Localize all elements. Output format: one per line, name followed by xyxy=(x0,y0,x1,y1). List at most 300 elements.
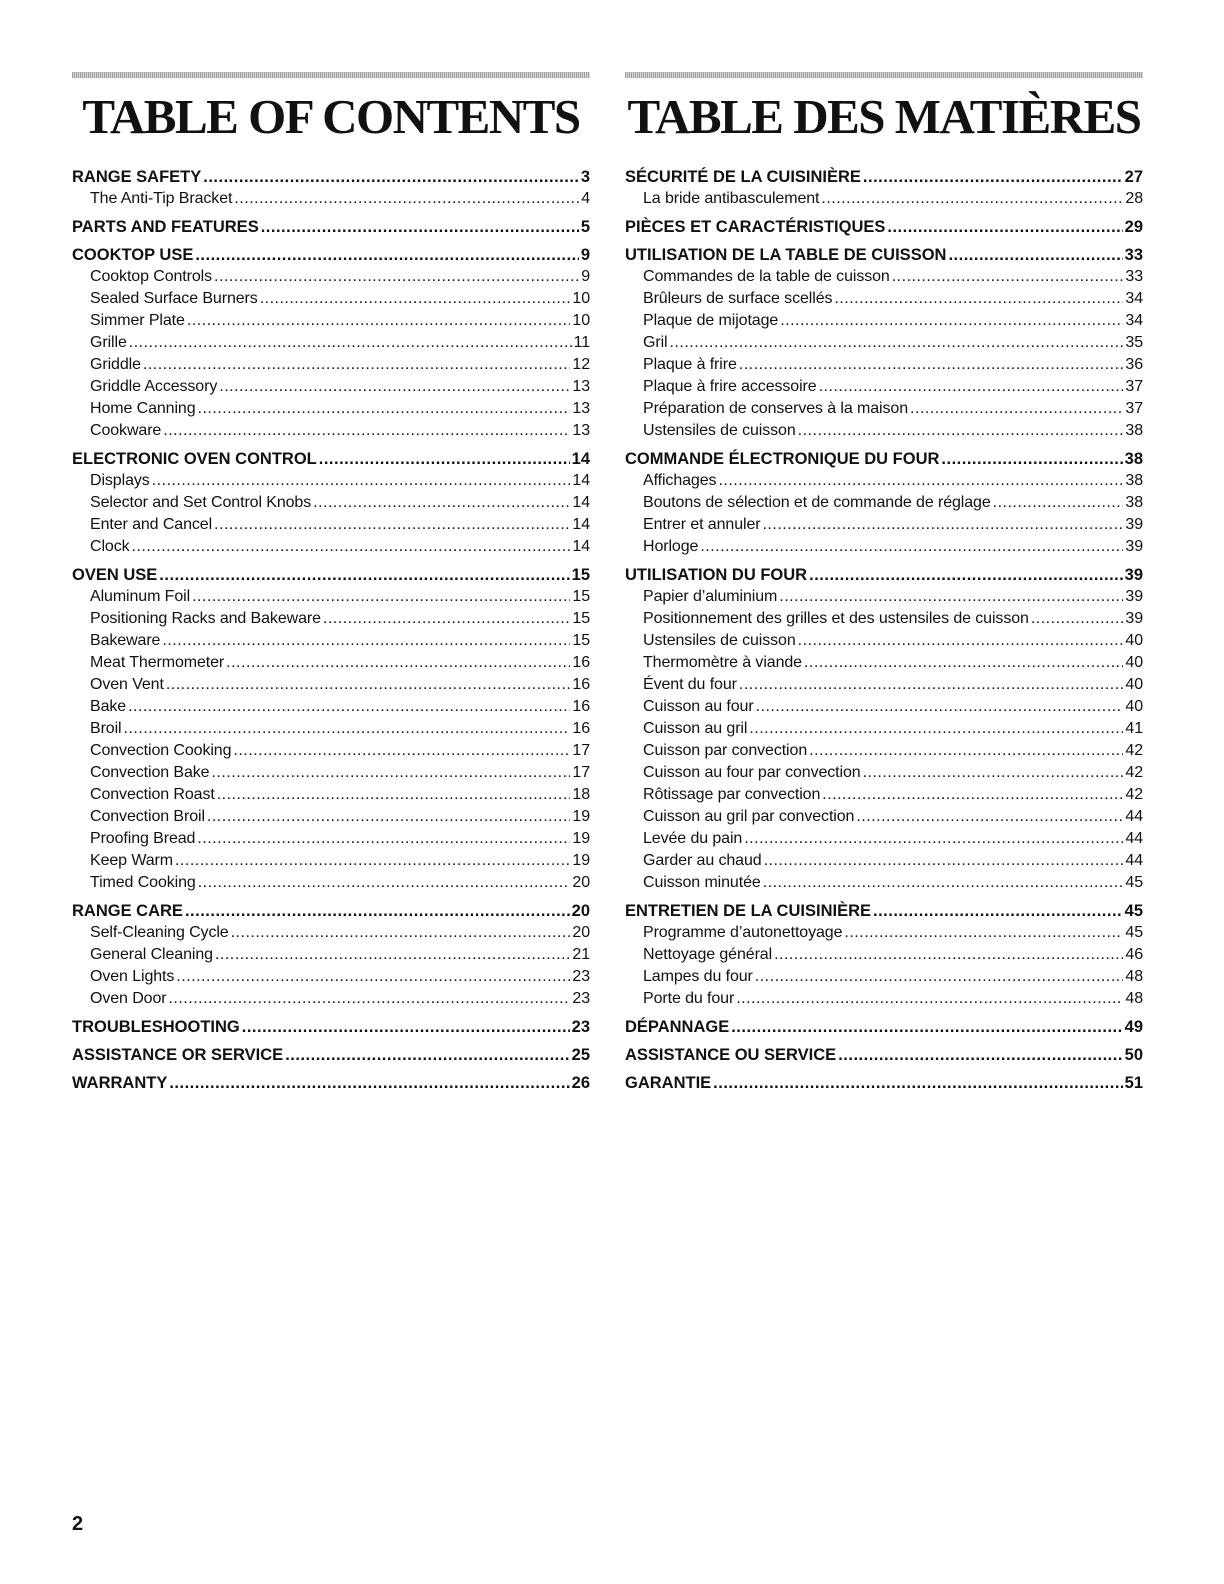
toc-entry-title: ENTRETIEN DE LA CUISINIÈRE xyxy=(625,902,871,920)
toc-subsection-entry[interactable] xyxy=(72,784,590,806)
dot-leader xyxy=(214,514,570,536)
dot-leader xyxy=(863,762,1124,784)
dot-leader xyxy=(219,376,570,398)
toc-subsection-entry[interactable] xyxy=(625,806,1143,828)
toc-subsection-entry[interactable] xyxy=(625,266,1143,288)
toc-entry-page: 44 xyxy=(1125,852,1143,869)
toc-entry-title: Simmer Plate xyxy=(90,312,185,329)
dot-leader xyxy=(242,1016,570,1038)
toc-subsection-entry[interactable] xyxy=(625,470,1143,492)
toc-entry-title: Cuisson au four xyxy=(643,698,754,715)
dot-leader xyxy=(892,266,1124,288)
toc-entry-title: Plaque de mijotage xyxy=(643,312,779,329)
toc-entry-title: Programme d’autonettoyage xyxy=(643,924,843,941)
dot-leader xyxy=(163,420,570,442)
toc-subsection-entry[interactable] xyxy=(72,740,590,762)
toc-entry-page: 16 xyxy=(572,654,590,671)
toc-entry-title: PARTS AND FEATURES xyxy=(72,218,259,236)
dot-leader xyxy=(700,536,1123,558)
toc-list xyxy=(625,166,1143,1094)
toc-subsection-entry[interactable] xyxy=(72,872,590,894)
toc-entry-page: 13 xyxy=(572,422,590,439)
toc-section-entry[interactable] xyxy=(72,1016,590,1038)
dot-leader xyxy=(993,492,1124,514)
toc-section-entry[interactable] xyxy=(625,1044,1143,1066)
toc-section-entry[interactable] xyxy=(72,1072,590,1094)
toc-entry-page: 23 xyxy=(571,1018,590,1036)
toc-subsection-entry[interactable] xyxy=(72,514,590,536)
top-rule xyxy=(72,72,590,78)
toc-entry-title: Entrer et annuler xyxy=(643,516,761,533)
toc-entry-page: 39 xyxy=(1125,610,1143,627)
toc-entry-page: 14 xyxy=(572,494,590,511)
toc-subsection-entry[interactable] xyxy=(625,828,1143,850)
dot-leader xyxy=(809,564,1123,586)
dot-leader xyxy=(185,900,570,922)
toc-entry-title: Self-Cleaning Cycle xyxy=(90,924,229,941)
toc-subsection-entry[interactable] xyxy=(72,420,590,442)
dot-leader xyxy=(764,850,1124,872)
toc-subsection-entry[interactable] xyxy=(72,652,590,674)
toc-entry-title: COOKTOP USE xyxy=(72,246,194,264)
toc-entry-page: 14 xyxy=(571,450,590,468)
toc-entry-page: 10 xyxy=(572,312,590,329)
toc-entry-page: 37 xyxy=(1125,378,1143,395)
toc-section-entry[interactable] xyxy=(625,564,1143,586)
toc-entry-title: Ustensiles de cuisson xyxy=(643,422,796,439)
dot-leader xyxy=(736,988,1123,1010)
dot-leader xyxy=(231,922,571,944)
dot-leader xyxy=(128,696,570,718)
dot-leader xyxy=(856,806,1123,828)
dot-leader xyxy=(169,1072,569,1094)
toc-subsection-entry[interactable] xyxy=(72,310,590,332)
page-number: 2 xyxy=(72,1513,84,1535)
toc-entry-page: 14 xyxy=(572,516,590,533)
dot-leader xyxy=(198,398,571,420)
toc-subsection-entry[interactable] xyxy=(72,922,590,944)
toc-entry-page: 3 xyxy=(580,168,590,186)
toc-section-entry[interactable] xyxy=(72,564,590,586)
toc-entry-title: Cuisson par convection xyxy=(643,742,808,759)
toc-entry-page: 25 xyxy=(571,1046,590,1064)
toc-entry-title: Brûleurs de surface scellés xyxy=(643,290,833,307)
dot-leader xyxy=(285,1044,569,1066)
toc-entry-title: Proofing Bread xyxy=(90,830,196,847)
toc-entry-title: UTILISATION DU FOUR xyxy=(625,566,808,584)
toc-entry-title: Thermomètre à viande xyxy=(643,654,802,671)
dot-leader xyxy=(159,564,569,586)
toc-entry-page: 19 xyxy=(572,830,590,847)
toc-subsection-entry[interactable] xyxy=(625,696,1143,718)
dot-leader xyxy=(718,470,1123,492)
dot-leader xyxy=(887,216,1122,238)
dot-leader xyxy=(780,310,1123,332)
toc-subsection-entry[interactable] xyxy=(72,332,590,354)
dot-leader xyxy=(168,988,570,1010)
toc-subsection-entry[interactable] xyxy=(625,674,1143,696)
toc-entry-title: Timed Cooking xyxy=(90,874,196,891)
dot-leader xyxy=(774,944,1123,966)
toc-entry-page: 40 xyxy=(1125,632,1143,649)
toc-entry-page: 40 xyxy=(1125,654,1143,671)
toc-entry-page: 16 xyxy=(572,698,590,715)
dot-leader xyxy=(798,420,1124,442)
dot-leader xyxy=(821,188,1123,210)
toc-entry-page: 9 xyxy=(580,246,590,264)
toc-entry-page: 18 xyxy=(572,786,590,803)
toc-subsection-entry[interactable] xyxy=(625,188,1143,210)
toc-entry-page: 46 xyxy=(1125,946,1143,963)
toc-entry-title: WARRANTY xyxy=(72,1074,168,1092)
dot-leader xyxy=(198,872,571,894)
toc-subsection-entry[interactable] xyxy=(625,922,1143,944)
dot-leader xyxy=(203,166,579,188)
dot-leader xyxy=(873,900,1123,922)
dot-leader xyxy=(162,630,570,652)
toc-entry-page: 12 xyxy=(572,356,590,373)
page-title: TABLE DES MATIÈRES xyxy=(627,89,1141,144)
toc-subsection-entry[interactable] xyxy=(625,630,1143,652)
toc-entry-page: 34 xyxy=(1125,312,1143,329)
dot-leader xyxy=(319,448,570,470)
toc-section-entry[interactable] xyxy=(625,244,1143,266)
dot-leader xyxy=(941,448,1122,470)
toc-subsection-entry[interactable] xyxy=(625,332,1143,354)
toc-subsection-entry[interactable] xyxy=(72,492,590,514)
toc-entry-title: Porte du four xyxy=(643,990,735,1007)
toc-section-entry[interactable] xyxy=(625,1072,1143,1094)
toc-entry-title: Convection Roast xyxy=(90,786,215,803)
dot-leader xyxy=(313,492,570,514)
toc-entry-page: 44 xyxy=(1125,830,1143,847)
dot-leader xyxy=(713,1072,1122,1094)
dot-leader xyxy=(214,266,579,288)
toc-entry-title: RANGE SAFETY xyxy=(72,168,202,186)
dot-leader xyxy=(739,674,1124,696)
toc-entry-title: Convection Bake xyxy=(90,764,210,781)
toc-entry-page: 28 xyxy=(1125,190,1143,207)
toc-entry-title: Home Canning xyxy=(90,400,196,417)
toc-subsection-entry[interactable] xyxy=(72,608,590,630)
toc-entry-title: Commandes de la table de cuisson xyxy=(643,268,890,285)
dot-leader xyxy=(755,966,1124,988)
toc-subsection-entry[interactable] xyxy=(72,696,590,718)
toc-entry-page: 45 xyxy=(1125,874,1143,891)
dot-leader xyxy=(226,652,570,674)
toc-entry-title: Horloge xyxy=(643,538,699,555)
toc-subsection-entry[interactable] xyxy=(72,828,590,850)
toc-entry-page: 23 xyxy=(572,968,590,985)
toc-entry-title: Plaque à frire xyxy=(643,356,737,373)
toc-entry-title: Papier d’aluminium xyxy=(643,588,778,605)
toc-entry-title: Garder au chaud xyxy=(643,852,762,869)
toc-entry-page: 20 xyxy=(572,924,590,941)
toc-subsection-entry[interactable] xyxy=(625,420,1143,442)
toc-entry-page: 15 xyxy=(572,610,590,627)
dot-leader xyxy=(749,718,1123,740)
toc-entry-page: 41 xyxy=(1125,720,1143,737)
toc-subsection-entry[interactable] xyxy=(72,850,590,872)
toc-entry-page: 44 xyxy=(1125,808,1143,825)
toc-entry-title: Cooktop Controls xyxy=(90,268,213,285)
toc-section-entry[interactable] xyxy=(625,900,1143,922)
dot-leader xyxy=(261,216,579,238)
toc-entry-page: 9 xyxy=(581,268,590,285)
toc-entry-title: Cuisson au gril par convection xyxy=(643,808,855,825)
toc-entry-page: 14 xyxy=(572,472,590,489)
toc-entry-title: COMMANDE ÉLECTRONIQUE DU FOUR xyxy=(625,450,940,468)
dot-leader xyxy=(217,784,571,806)
toc-entry-page: 33 xyxy=(1125,268,1143,285)
toc-entry-title: La bride antibasculement xyxy=(643,190,820,207)
dot-leader xyxy=(744,828,1123,850)
dot-leader xyxy=(129,332,572,354)
dot-leader xyxy=(197,828,570,850)
toc-entry-page: 27 xyxy=(1124,168,1143,186)
toc-entry-title: TROUBLESHOOTING xyxy=(72,1018,240,1036)
toc-subsection-entry[interactable] xyxy=(72,536,590,558)
toc-entry-title: Enter and Cancel xyxy=(90,516,213,533)
top-rule xyxy=(625,72,1143,78)
toc-subsection-entry[interactable] xyxy=(72,398,590,420)
dot-leader xyxy=(739,354,1124,376)
dot-leader xyxy=(195,244,578,266)
toc-section-entry[interactable] xyxy=(72,900,590,922)
dot-leader xyxy=(233,740,570,762)
toc-subsection-entry[interactable] xyxy=(625,608,1143,630)
toc-subsection-entry[interactable] xyxy=(72,470,590,492)
toc-entry-page: 4 xyxy=(581,190,590,207)
dot-leader xyxy=(804,652,1123,674)
toc-entry-page: 34 xyxy=(1125,290,1143,307)
toc-entry-title: GARANTIE xyxy=(625,1074,712,1092)
toc-entry-page: 13 xyxy=(572,400,590,417)
toc-entry-page: 15 xyxy=(571,566,590,584)
toc-subsection-entry[interactable] xyxy=(625,872,1143,894)
dot-leader xyxy=(838,1044,1122,1066)
toc-section-entry[interactable] xyxy=(72,448,590,470)
dot-leader xyxy=(669,332,1123,354)
dot-leader xyxy=(819,376,1124,398)
toc-entry-title: Gril xyxy=(643,334,668,351)
toc-entry-page: 39 xyxy=(1125,588,1143,605)
toc-entry-title: Sealed Surface Burners xyxy=(90,290,258,307)
toc-entry-title: Bake xyxy=(90,698,127,715)
toc-subsection-entry[interactable] xyxy=(625,966,1143,988)
toc-subsection-entry[interactable] xyxy=(72,586,590,608)
toc-subsection-entry[interactable] xyxy=(625,988,1143,1010)
toc-subsection-entry[interactable] xyxy=(72,762,590,784)
toc-entry-title: DÉPANNAGE xyxy=(625,1018,730,1036)
toc-section-entry[interactable] xyxy=(72,244,590,266)
toc-entry-title: Griddle Accessory xyxy=(90,378,218,395)
toc-entry-title: Aluminum Foil xyxy=(90,588,191,605)
toc-entry-page: 17 xyxy=(572,764,590,781)
dot-leader xyxy=(187,310,571,332)
toc-entry-page: 16 xyxy=(572,676,590,693)
toc-subsection-entry[interactable] xyxy=(72,266,590,288)
dot-leader xyxy=(143,354,571,376)
dot-leader xyxy=(910,398,1123,420)
toc-entry-page: 45 xyxy=(1125,924,1143,941)
toc-section-entry[interactable] xyxy=(625,448,1143,470)
toc-entry-page: 23 xyxy=(572,990,590,1007)
toc-subsection-entry[interactable] xyxy=(625,398,1143,420)
toc-subsection-entry[interactable] xyxy=(72,376,590,398)
toc-entry-title: Griddle xyxy=(90,356,141,373)
toc-entry-title: Bakeware xyxy=(90,632,161,649)
toc-entry-title: Grille xyxy=(90,334,127,351)
dot-leader xyxy=(215,944,570,966)
toc-entry-title: The Anti-Tip Bracket xyxy=(90,190,233,207)
dot-leader xyxy=(234,188,579,210)
toc-subsection-entry[interactable] xyxy=(625,288,1143,310)
toc-subsection-entry[interactable] xyxy=(625,850,1143,872)
toc-entry-title: Meat Thermometer xyxy=(90,654,225,671)
dot-leader xyxy=(175,850,570,872)
toc-entry-title: Oven Vent xyxy=(90,676,164,693)
dot-leader xyxy=(779,586,1123,608)
toc-entry-title: Broil xyxy=(90,720,122,737)
toc-entry-page: 20 xyxy=(572,874,590,891)
toc-entry-page: 39 xyxy=(1124,566,1143,584)
toc-entry-page: 35 xyxy=(1125,334,1143,351)
toc-entry-page: 48 xyxy=(1125,968,1143,985)
toc-section-entry[interactable] xyxy=(625,1016,1143,1038)
dot-leader xyxy=(124,718,571,740)
dot-leader xyxy=(798,630,1124,652)
toc-entry-page: 42 xyxy=(1125,786,1143,803)
toc-entry-page: 42 xyxy=(1125,764,1143,781)
toc-entry-page: 36 xyxy=(1125,356,1143,373)
toc-entry-title: Nettoyage général xyxy=(643,946,773,963)
toc-entry-page: 29 xyxy=(1124,218,1143,236)
toc-subsection-entry[interactable] xyxy=(72,288,590,310)
toc-subsection-entry[interactable] xyxy=(72,674,590,696)
toc-entry-title: UTILISATION DE LA TABLE DE CUISSON xyxy=(625,246,947,264)
toc-entry-title: ASSISTANCE OR SERVICE xyxy=(72,1046,284,1064)
toc-entry-title: Cuisson minutée xyxy=(643,874,761,891)
toc-subsection-entry[interactable] xyxy=(625,354,1143,376)
toc-entry-page: 38 xyxy=(1125,472,1143,489)
toc-subsection-entry[interactable] xyxy=(625,492,1143,514)
toc-subsection-entry[interactable] xyxy=(625,536,1143,558)
toc-subsection-entry[interactable] xyxy=(72,944,590,966)
toc-subsection-entry[interactable] xyxy=(625,310,1143,332)
toc-entry-page: 38 xyxy=(1125,422,1143,439)
toc-entry-page: 11 xyxy=(573,334,590,351)
toc-subsection-entry[interactable] xyxy=(625,586,1143,608)
dot-leader xyxy=(323,608,570,630)
toc-section-entry[interactable] xyxy=(72,166,590,188)
toc-entry-title: Préparation de conserves à la maison xyxy=(643,400,908,417)
toc-entry-page: 14 xyxy=(572,538,590,555)
toc-subsection-entry[interactable] xyxy=(625,718,1143,740)
toc-entry-page: 5 xyxy=(580,218,590,236)
toc-entry-page: 26 xyxy=(571,1074,590,1092)
toc-subsection-entry[interactable] xyxy=(625,784,1143,806)
toc-entry-page: 50 xyxy=(1124,1046,1143,1064)
toc-entry-page: 40 xyxy=(1125,676,1143,693)
toc-entry-title: Rôtissage par convection xyxy=(643,786,821,803)
toc-subsection-entry[interactable] xyxy=(72,988,590,1010)
toc-entry-page: 17 xyxy=(572,742,590,759)
toc-entry-page: 40 xyxy=(1125,698,1143,715)
toc-entry-title: Affichages xyxy=(643,472,717,489)
toc-entry-page: 38 xyxy=(1125,494,1143,511)
toc-entry-page: 20 xyxy=(571,902,590,920)
toc-subsection-entry[interactable] xyxy=(625,762,1143,784)
page-title: TABLE OF CONTENTS xyxy=(82,89,580,144)
dot-leader xyxy=(822,784,1123,806)
dot-leader xyxy=(948,244,1122,266)
toc-section-entry[interactable] xyxy=(625,166,1143,188)
toc-subsection-entry[interactable] xyxy=(72,966,590,988)
toc-entry-page: 21 xyxy=(572,946,590,963)
toc-entry-title: Lampes du four xyxy=(643,968,753,985)
toc-entry-page: 19 xyxy=(572,852,590,869)
toc-entry-page: 15 xyxy=(572,632,590,649)
dot-leader xyxy=(152,470,571,492)
toc-subsection-entry[interactable] xyxy=(625,944,1143,966)
toc-subsection-entry[interactable] xyxy=(72,806,590,828)
toc-subsection-entry[interactable] xyxy=(625,652,1143,674)
toc-entry-title: Cuisson au gril xyxy=(643,720,748,737)
toc-entry-title: Cuisson au four par convection xyxy=(643,764,861,781)
toc-entry-title: OVEN USE xyxy=(72,566,158,584)
toc-entry-page: 19 xyxy=(572,808,590,825)
dot-leader xyxy=(844,922,1123,944)
toc-entry-title: Positionnement des grilles et des ustensiles de cuisson xyxy=(643,610,1029,627)
toc-section-entry[interactable] xyxy=(72,216,590,238)
toc-subsection-entry[interactable] xyxy=(72,188,590,210)
toc-subsection-entry[interactable] xyxy=(625,514,1143,536)
toc-subsection-entry[interactable] xyxy=(72,630,590,652)
toc-entry-title: ASSISTANCE OU SERVICE xyxy=(625,1046,837,1064)
toc-entry-page: 16 xyxy=(572,720,590,737)
toc-section-entry[interactable] xyxy=(625,216,1143,238)
toc-entry-title: Clock xyxy=(90,538,130,555)
dot-leader xyxy=(809,740,1123,762)
dot-leader xyxy=(207,806,570,828)
toc-entry-title: Boutons de sélection et de commande de réglage xyxy=(643,494,991,511)
toc-subsection-entry[interactable] xyxy=(625,376,1143,398)
toc-entry-title: Keep Warm xyxy=(90,852,173,869)
dot-leader xyxy=(756,696,1124,718)
toc-entry-page: 42 xyxy=(1125,742,1143,759)
toc-entry-title: Positioning Racks and Bakeware xyxy=(90,610,321,627)
toc-subsection-entry[interactable] xyxy=(72,718,590,740)
toc-section-entry[interactable] xyxy=(72,1044,590,1066)
toc-entry-title: Levée du pain xyxy=(643,830,743,847)
dot-leader xyxy=(132,536,571,558)
dot-leader xyxy=(762,514,1123,536)
french-toc-column xyxy=(625,72,1143,1094)
toc-entry-page: 10 xyxy=(572,290,590,307)
dot-leader xyxy=(1031,608,1124,630)
toc-entry-title: Selector and Set Control Knobs xyxy=(90,494,312,511)
toc-subsection-entry[interactable] xyxy=(72,354,590,376)
toc-entry-page: 48 xyxy=(1125,990,1143,1007)
dot-leader xyxy=(731,1016,1122,1038)
dot-leader xyxy=(192,586,570,608)
toc-entry-title: Plaque à frire accessoire xyxy=(643,378,817,395)
toc-entry-page: 38 xyxy=(1124,450,1143,468)
toc-entry-title: Cookware xyxy=(90,422,162,439)
toc-entry-page: 37 xyxy=(1125,400,1143,417)
toc-subsection-entry[interactable] xyxy=(625,740,1143,762)
